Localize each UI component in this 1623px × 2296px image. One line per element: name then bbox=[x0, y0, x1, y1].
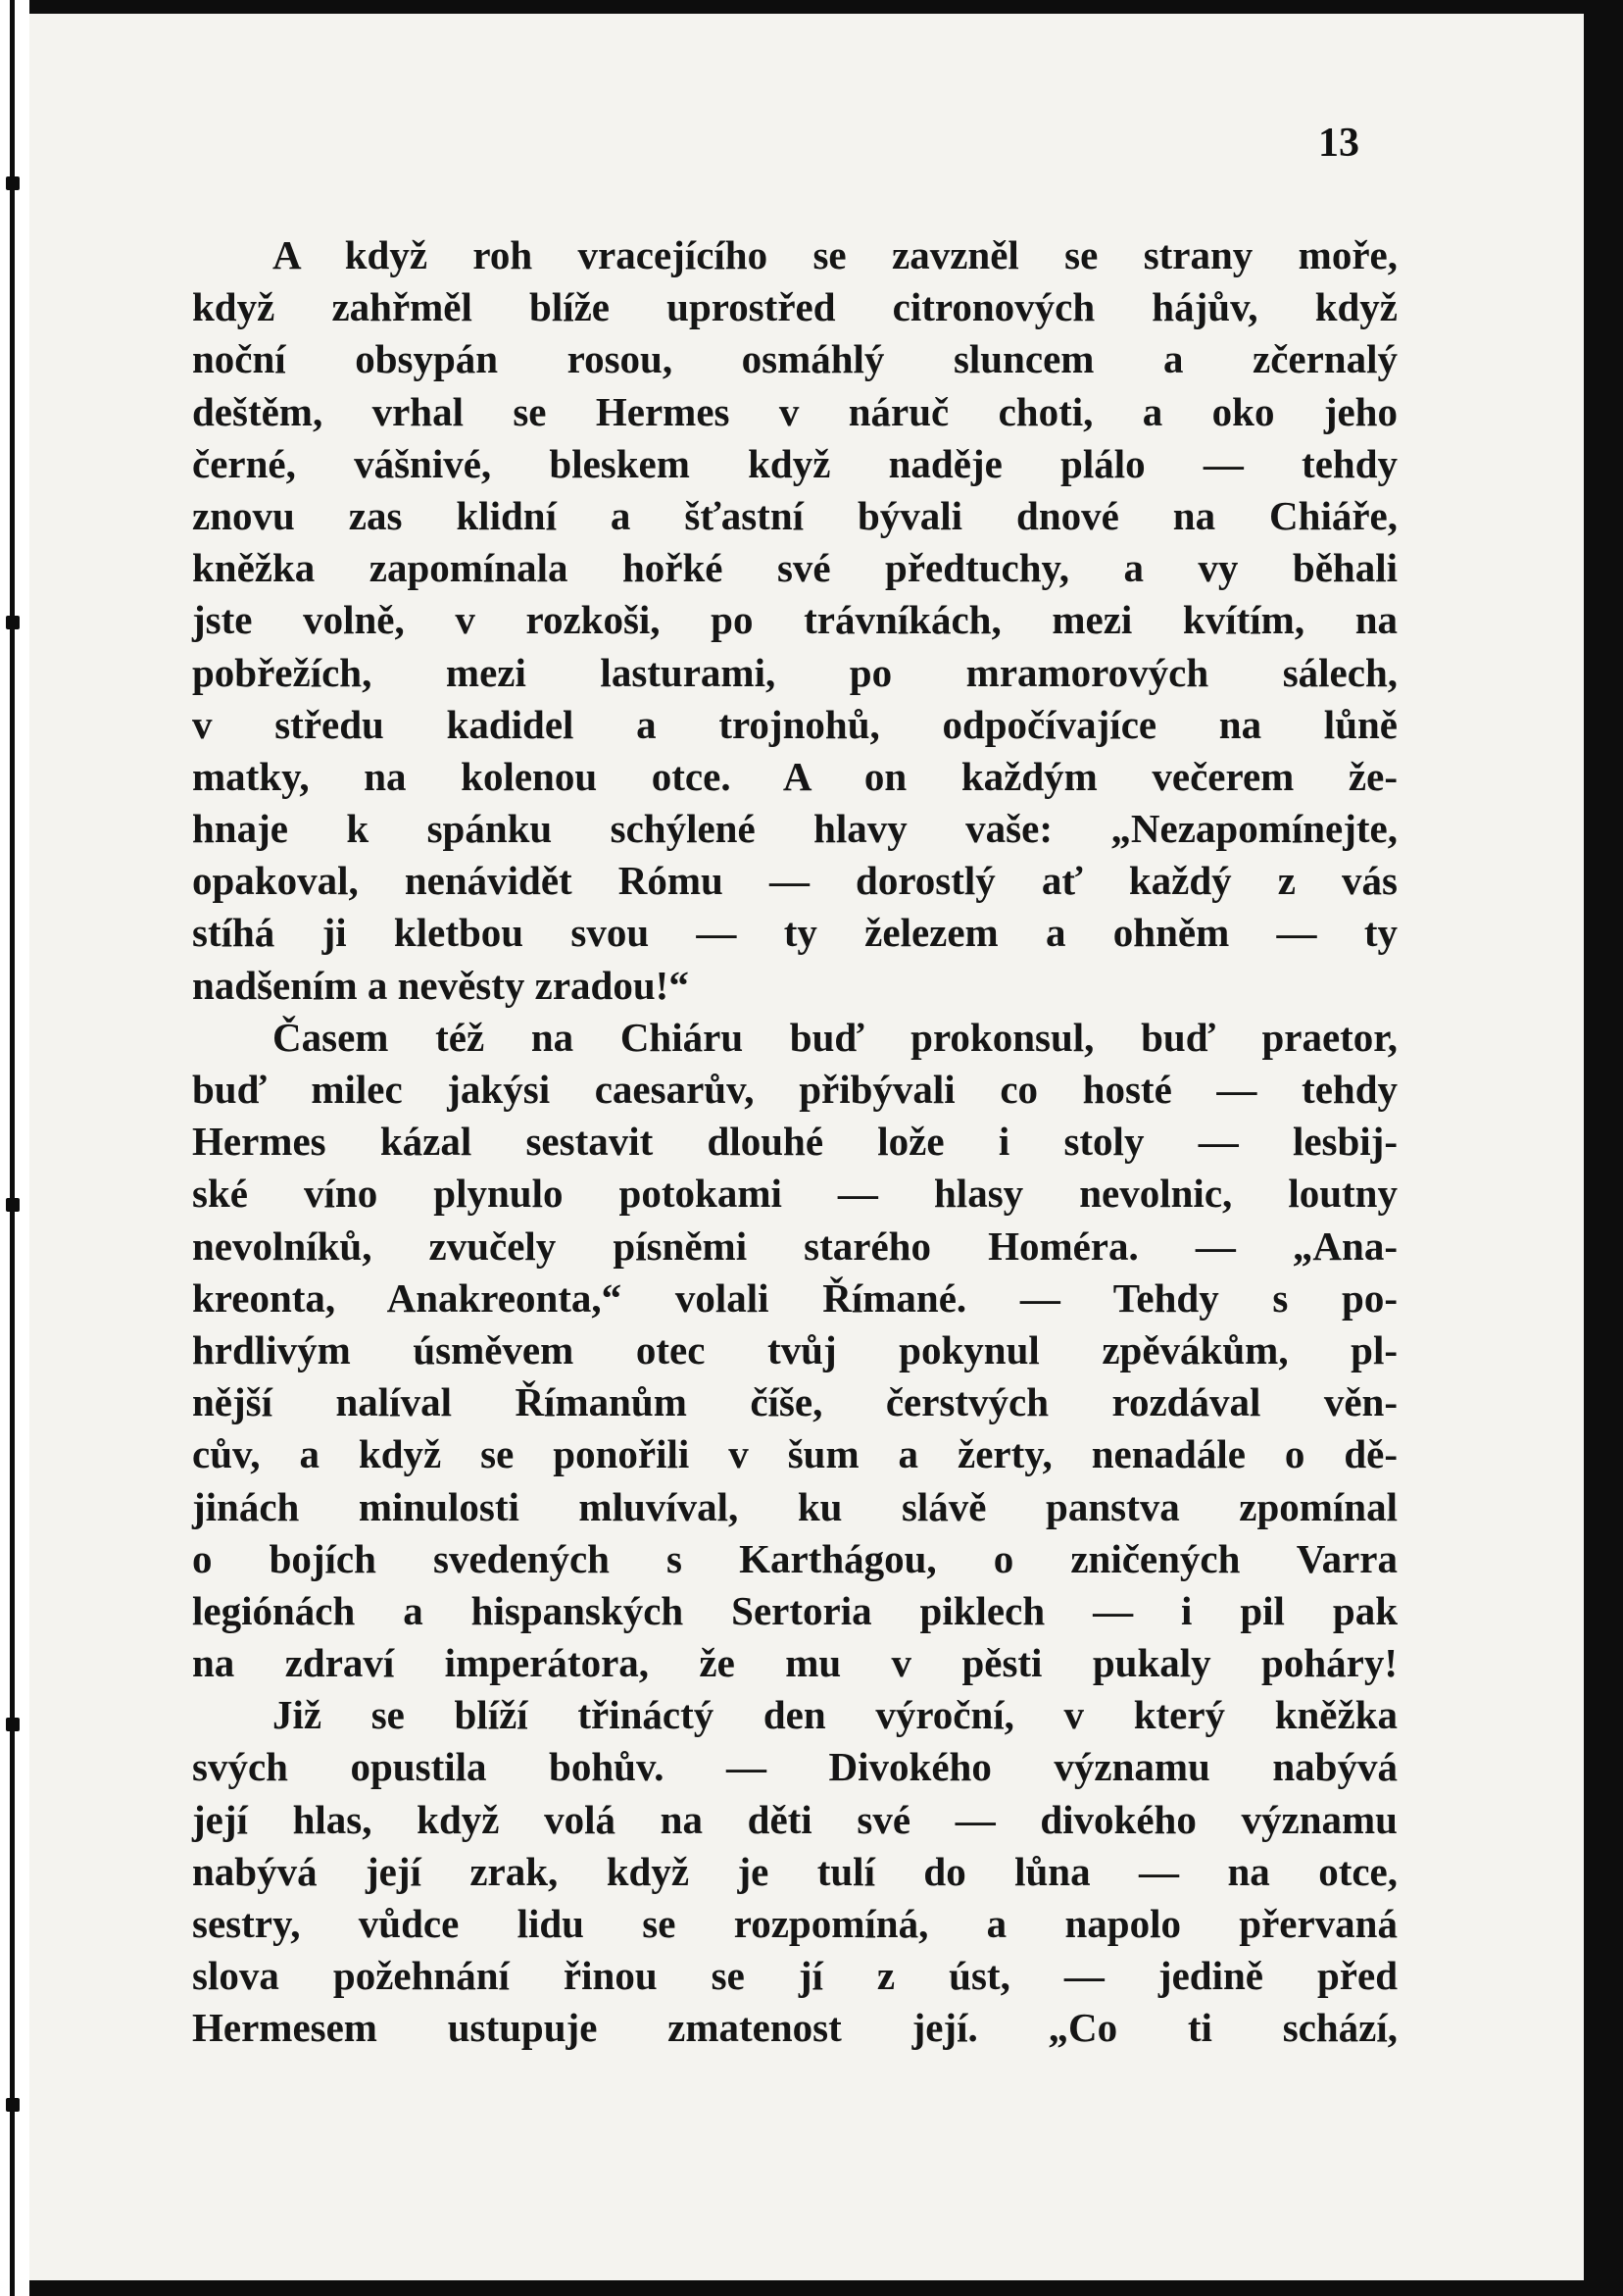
binding-mark bbox=[6, 1198, 20, 1212]
binding-mark bbox=[6, 176, 20, 190]
scan-left-margin bbox=[0, 0, 29, 2296]
text-line: Hermesem ustupuje zmatenost její. „Co ti schází, bbox=[192, 2005, 1398, 2051]
text-line: opakoval, nenávidět Rómu — dorostlý ať každý z vás bbox=[192, 858, 1398, 904]
text-line: hrdlivým úsměvem otec tvůj pokynul zpěvákům, pl- bbox=[192, 1326, 1398, 1373]
text-line: černé, vášnivé, bleskem když naděje plálo — tehdy bbox=[192, 440, 1398, 486]
text-line: nabývá její zrak, když je tulí do lůna — na otce, bbox=[192, 1848, 1398, 1894]
text-line: nější nalíval Římanům číše, čerstvých rozdával věn- bbox=[192, 1379, 1398, 1425]
text-line: její hlas, když volá na děti své — divokého významu bbox=[192, 1796, 1398, 1842]
text-line: buď milec jakýsi caesarův, přibývali co hosté — tehdy bbox=[192, 1067, 1398, 1112]
text-line: nevolníků, zvučely písněmi starého Homéra. — „Ana- bbox=[192, 1223, 1398, 1269]
text-line: Časem též na Chiáru buď prokonsul, buď praetor, bbox=[272, 1014, 1398, 1060]
text-line: na zdraví imperátora, že mu v pěsti pukaly poháry! bbox=[192, 1640, 1398, 1686]
binding-line bbox=[10, 0, 15, 2296]
text-line: znovu zas klidní a šťastní bývali dnové na Chiáře, bbox=[192, 492, 1398, 538]
scan-right-border bbox=[1584, 0, 1623, 2296]
text-line: sestry, vůdce lidu se rozpomíná, a napolo přervaná bbox=[192, 1901, 1398, 1946]
text-line: o bojích svedených s Karthágou, o zničených Varra bbox=[192, 1535, 1398, 1581]
text-line: stíhá ji kletbou svou — ty železem a ohněm — ty bbox=[192, 910, 1398, 956]
text-line: jinách minulosti mluvíval, ku slávě panstva zpomínal bbox=[192, 1483, 1398, 1529]
page-number: 13 bbox=[1318, 121, 1359, 166]
text-line: jste volně, v rozkoši, po trávníkách, mezi kvítím, na bbox=[192, 597, 1398, 643]
text-line: noční obsypán rosou, osmáhlý sluncem a zčernalý bbox=[192, 336, 1398, 382]
text-line: hnaje k spánku schýlené hlavy vaše: „Nezapomínejte, bbox=[192, 806, 1398, 852]
text-line: legiónách a hispanských Sertoria piklech — i pil pak bbox=[192, 1587, 1398, 1633]
text-line: A když roh vracejícího se zavzněl se strany moře, bbox=[272, 232, 1398, 277]
text-line: svých opustila bohův. — Divokého významu nabývá bbox=[192, 1744, 1398, 1790]
text-line: v středu kadidel a trojnohů, odpočívajíce na lůně bbox=[192, 701, 1398, 747]
text-line: Hermes kázal sestavit dlouhé lože i stoly — lesbij- bbox=[192, 1119, 1398, 1165]
binding-mark bbox=[6, 2098, 20, 2112]
text-line: kněžka zapomínala hořké své předtuchy, a vy běhali bbox=[192, 545, 1398, 591]
body-text bbox=[192, 229, 1398, 2055]
binding-mark bbox=[6, 616, 20, 629]
binding-mark bbox=[6, 1718, 20, 1731]
text-line: když zahřměl blíže uprostřed citronových hájův, když bbox=[192, 284, 1398, 330]
text-line: deštěm, vrhal se Hermes v náruč choti, a oko jeho bbox=[192, 388, 1398, 434]
text-line: nadšením a nevěsty zradou!“ bbox=[192, 962, 689, 1008]
text-line: pobřežích, mezi lasturami, po mramorových sálech, bbox=[192, 649, 1398, 695]
text-line: kreonta, Anakreonta,“ volali Římané. — Tehdy s po- bbox=[192, 1274, 1398, 1321]
text-line: slova požehnání řinou se jí z úst, — jedině před bbox=[192, 1953, 1398, 1999]
text-line: cův, a když se ponořili v šum a žerty, nenadále o dě- bbox=[192, 1431, 1398, 1477]
text-line: ské víno plynulo potokami — hlasy nevolnic, loutny bbox=[192, 1171, 1398, 1217]
text-line: matky, na kolenou otce. A on každým večerem že- bbox=[192, 753, 1398, 799]
text-line: Již se blíží třináctý den výroční, v který kněžka bbox=[272, 1692, 1398, 1738]
